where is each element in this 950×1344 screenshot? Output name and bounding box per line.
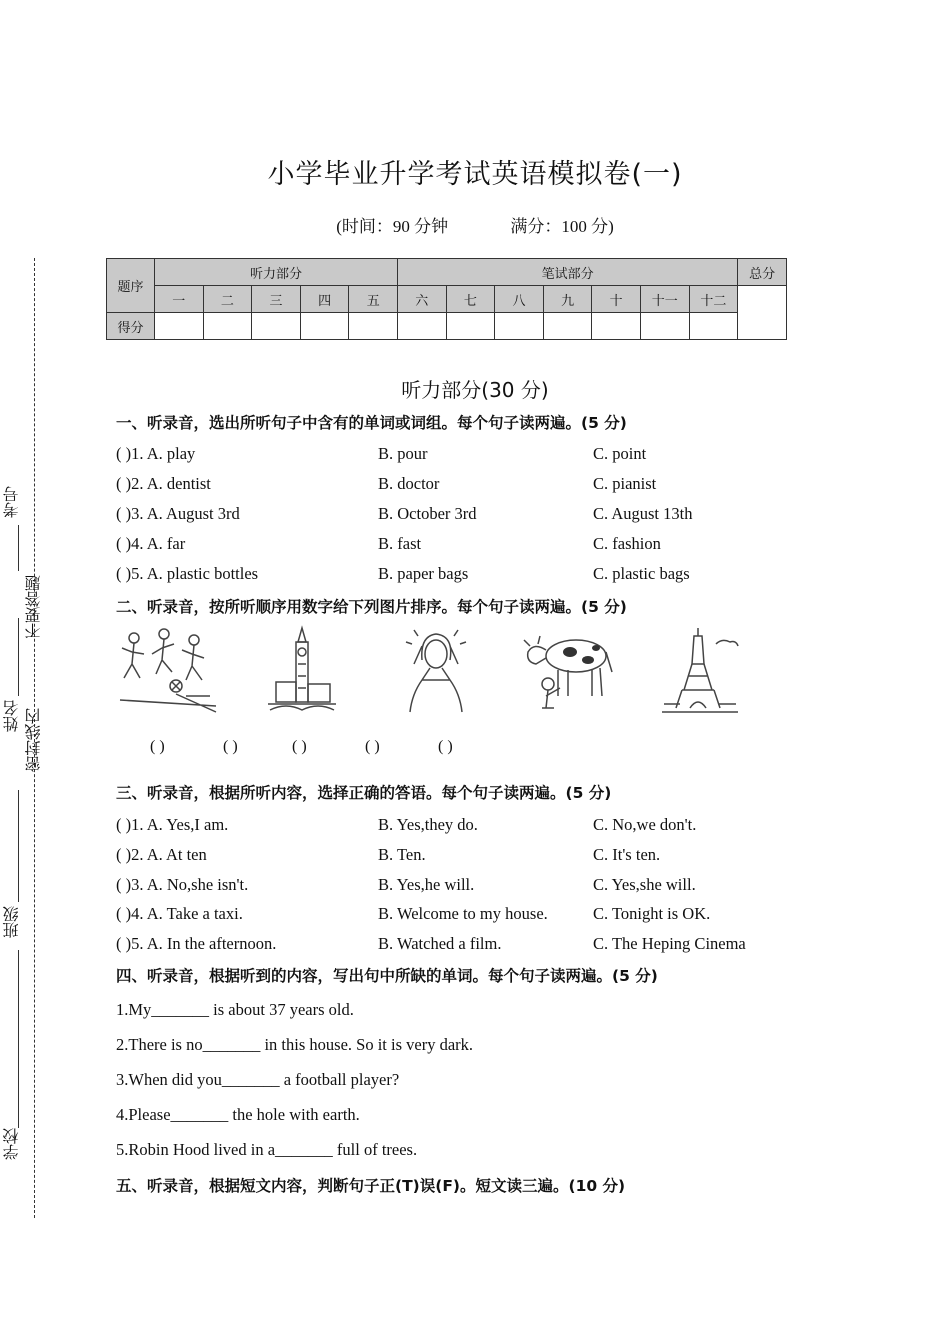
part-number: 一 — [155, 286, 204, 313]
exam-full-score: 满分：100 分) — [510, 217, 614, 236]
fill-blank-sentence: 4.Please_______ the hole with earth. — [116, 1105, 360, 1124]
option-a: ( )5. A. plastic bottles — [116, 564, 259, 583]
exam-info — [0, 212, 950, 237]
school-line — [18, 950, 33, 1128]
big-ben-picture — [266, 624, 338, 716]
option-a: ( )3. A. August 3rd — [116, 504, 240, 523]
score-cell[interactable] — [349, 313, 398, 340]
q2-heading: 二、听录音，按所听顺序用数字给下列图片排序。每个句子读两遍。(5 分) — [116, 598, 627, 616]
name-label: 姓名 — [2, 700, 21, 732]
q3-item — [116, 904, 796, 926]
score-cell[interactable] — [398, 313, 447, 340]
children-playing-football-picture — [116, 624, 220, 714]
part-number: 十二 — [689, 286, 738, 313]
option-a: ( )4. A. far — [116, 534, 186, 553]
q5-heading: 五、听录音，根据短文内容，判断句子正(T)误(F)。短文读三遍。(10 分) — [116, 1177, 626, 1195]
part-number: 六 — [398, 286, 447, 313]
part-number: 四 — [300, 286, 349, 313]
q1-item — [116, 474, 796, 496]
option-c: C. No,we don't. — [593, 815, 697, 834]
part-number: 二 — [203, 286, 252, 313]
fill-blank-sentence: 5.Robin Hood lived in a_______ full of trees. — [116, 1140, 418, 1159]
score-cell[interactable] — [300, 313, 349, 340]
q3-item — [116, 815, 796, 837]
q1-item — [116, 444, 796, 466]
class-line — [18, 790, 33, 902]
q3-item — [116, 875, 796, 897]
picture-order-blank[interactable]: ( ) — [150, 738, 165, 755]
score-table — [106, 258, 787, 340]
option-b: B. fast — [378, 534, 422, 553]
score-cell[interactable] — [689, 313, 738, 340]
option-a: ( )1. A. play — [116, 444, 196, 463]
total-header: 总分 — [738, 259, 787, 286]
score-cell[interactable] — [252, 313, 301, 340]
part-number: 十一 — [640, 286, 689, 313]
option-c: C. plastic bags — [593, 564, 690, 583]
score-row-header: 得分 — [107, 313, 155, 340]
q1-heading: 一、听录音，选出所听句子中含有的单词或词组。每个句子读两遍。(5 分) — [116, 414, 627, 432]
score-cell[interactable] — [640, 313, 689, 340]
option-c: C. pianist — [593, 474, 657, 493]
total-score-cell[interactable] — [738, 286, 787, 340]
picture-order-blank[interactable]: ( ) — [292, 738, 307, 755]
part-number: 五 — [349, 286, 398, 313]
listening-section-title: 听力部分(30 分) — [401, 378, 549, 402]
option-b: B. Ten. — [378, 845, 426, 864]
option-c: C. It's ten. — [593, 845, 661, 864]
fill-blank-sentence: 1.My_______ is about 37 years old. — [116, 1000, 354, 1019]
listening-header: 听力部分 — [155, 259, 398, 286]
q1-item — [116, 564, 796, 586]
eiffel-tower-picture — [660, 624, 740, 718]
q1-item — [116, 504, 796, 526]
fill-blank-sentence: 2.There is no_______ in this house. So it is very dark. — [116, 1035, 474, 1054]
option-c: C. The Heping Cinema — [593, 934, 746, 953]
score-cell[interactable] — [446, 313, 495, 340]
option-c: C. Yes,she will. — [593, 875, 696, 894]
option-b: B. October 3rd — [378, 504, 477, 523]
score-cell[interactable] — [543, 313, 592, 340]
part-number: 七 — [446, 286, 495, 313]
name-line — [18, 618, 33, 696]
option-a: ( )5. A. In the afternoon. — [116, 934, 277, 953]
order-header: 题序 — [107, 259, 155, 313]
q3-item — [116, 845, 796, 867]
exam-number-label: 考号 — [2, 486, 21, 518]
q3-heading: 三、听录音，根据所听内容，选择正确的答语。每个句子读两遍。(5 分) — [116, 784, 612, 802]
picture-order-blank[interactable]: ( ) — [223, 738, 238, 755]
score-cell[interactable] — [495, 313, 544, 340]
picture-order-blank[interactable]: ( ) — [365, 738, 380, 755]
option-c: C. Tonight is OK. — [593, 904, 711, 923]
part-number: 十 — [592, 286, 641, 313]
school-label: 学校 — [2, 1128, 21, 1160]
option-a: ( )3. A. No,she isn't. — [116, 875, 249, 894]
exam-time: (时间：90 分钟 — [336, 217, 449, 236]
option-b: B. paper bags — [378, 564, 469, 583]
option-b: B. doctor — [378, 474, 440, 493]
picture-order-blank[interactable]: ( ) — [438, 738, 453, 755]
option-a: ( )1. A. Yes,I am. — [116, 815, 229, 834]
part-number: 八 — [495, 286, 544, 313]
option-c: C. point — [593, 444, 647, 463]
class-label: 班级 — [2, 906, 21, 938]
page-title: 小学毕业升学考试英语模拟卷(一) — [267, 159, 683, 190]
option-b: B. Watched a film. — [378, 934, 502, 953]
option-a: ( )2. A. dentist — [116, 474, 211, 493]
cow-milking-picture — [520, 624, 616, 710]
fill-blank-sentence: 3.When did you_______ a football player? — [116, 1070, 400, 1089]
option-b: B. Yes,he will. — [378, 875, 475, 894]
score-cell[interactable] — [592, 313, 641, 340]
writing-header: 笔试部分 — [398, 259, 738, 286]
q4-heading: 四、听录音，根据听到的内容，写出句中所缺的单词。每个句子读两遍。(5 分) — [116, 967, 658, 985]
sealed-label: 密封线内 — [24, 708, 43, 772]
option-a: ( )4. A. Take a taxi. — [116, 904, 243, 923]
option-b: B. Welcome to my house. — [378, 904, 548, 923]
q1-item — [116, 534, 796, 556]
q3-item — [116, 934, 796, 956]
option-a: ( )2. A. At ten — [116, 845, 207, 864]
option-b: B. Yes,they do. — [378, 815, 478, 834]
score-cell[interactable] — [203, 313, 252, 340]
option-b: B. pour — [378, 444, 428, 463]
option-c: C. fashion — [593, 534, 661, 553]
no-answer-label: 不要答题 — [24, 575, 43, 639]
score-cell[interactable] — [155, 313, 204, 340]
option-c: C. August 13th — [593, 504, 693, 523]
headache-woman-picture — [400, 624, 472, 716]
part-number: 三 — [252, 286, 301, 313]
part-number: 九 — [543, 286, 592, 313]
exam-number-line — [18, 525, 33, 571]
